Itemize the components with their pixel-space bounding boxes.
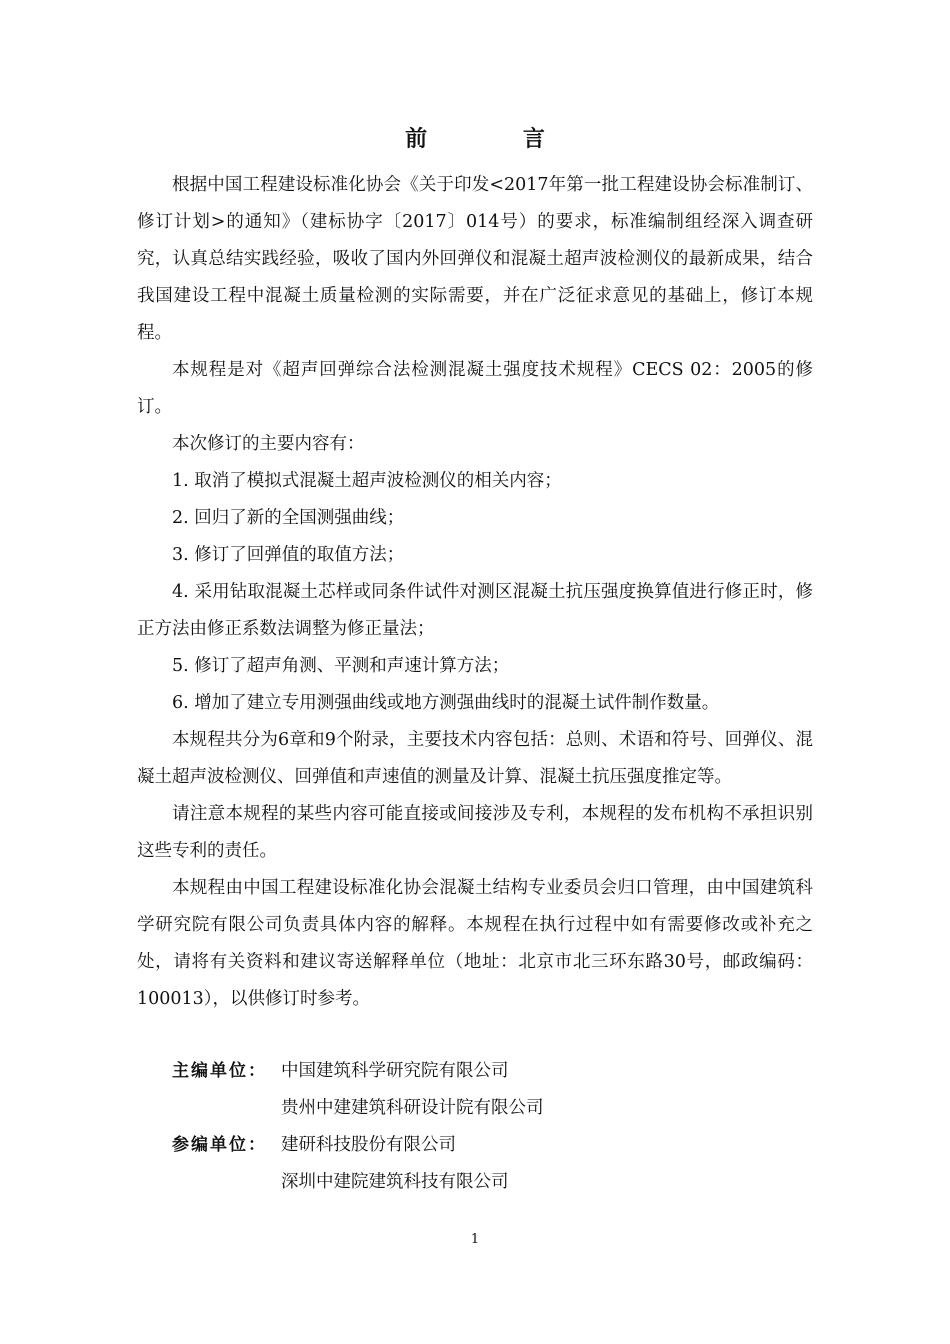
participating-unit-row <box>137 1127 813 1164</box>
paragraph-main-changes-intro: 本次修订的主要内容有： <box>172 434 365 454</box>
list-item-change-5: 5. 修订了超声角测、平测和声速计算方法； <box>172 656 510 676</box>
list-item-change-1: 1. 取消了模拟式混凝土超声波检测仪的相关内容； <box>172 471 562 491</box>
participating-unit-name: 建研科技股份有限公司 <box>281 1135 456 1155</box>
page-number: 1 <box>470 1232 480 1247</box>
chief-unit-name: 中国建筑科学研究院有限公司 <box>281 1061 509 1081</box>
paragraph-structure: 本规程共分为6章和9个附录，主要技术内容包括：总则、术语和符号、回弹仪、混凝土超声波检测仪、回弹值和声速值的测量及计算、混凝土抗压强度推定等。 <box>137 730 813 787</box>
page-title: 前 言 <box>405 127 589 152</box>
paragraph-management: 本规程由中国工程建设标准化协会混凝土结构专业委员会归口管理，由中国建筑科学研究院有限公司负责具体内容的解释。本规程在执行过程中如有需要修改或补充之处，请将有关资料和建议寄送解释单位（地址：北京市北三环东路30号，邮政编码：100013），以供修订时参考。 <box>137 878 813 1009</box>
list-item-change-6: 6. 增加了建立专用测强曲线或地方测强曲线时的混凝土试件制作数量。 <box>172 693 720 713</box>
chief-unit-label: 主编单位： <box>172 1061 267 1081</box>
chief-unit-name: 贵州中建建筑科研设计院有限公司 <box>281 1098 544 1118</box>
preface-body <box>137 167 813 1018</box>
chief-unit-row <box>137 1090 813 1127</box>
paragraph-revision-of: 本规程是对《超声回弹综合法检测混凝土强度技术规程》CECS 02：2005的修订。 <box>137 360 813 417</box>
paragraph-background: 根据中国工程建设标准化协会《关于印发<2017年第一批工程建设协会标准制订、修订计划>的通知》（建标协字〔2017〕014号）的要求，标准编制组经深入调查研究，认真总结实践经验，吸收了国内外回弹仪和混凝土超声波检测仪的最新成果，结合我国建设工程中混凝土质量检测的实际需要，并在广泛征求意见的基础上，修订本规程。 <box>137 175 813 343</box>
participating-unit-name: 深圳中建院建筑科技有限公司 <box>281 1172 509 1192</box>
participating-unit-label: 参编单位： <box>172 1135 267 1155</box>
paragraph-patent-notice: 请注意本规程的某些内容可能直接或间接涉及专利，本规程的发布机构不承担识别这些专利的责任。 <box>137 804 813 861</box>
chief-unit-row <box>137 1053 813 1090</box>
list-item-change-3: 3. 修订了回弹值的取值方法； <box>172 545 405 565</box>
participating-unit-row <box>137 1164 813 1201</box>
list-item-change-4: 4. 采用钻取混凝土芯样或同条件试件对测区混凝土抗压强度换算值进行修正时，修正方法由修正系数法调整为修正量法； <box>137 582 813 639</box>
list-item-change-2: 2. 回归了新的全国测强曲线； <box>172 508 405 528</box>
editing-units <box>137 1053 813 1201</box>
